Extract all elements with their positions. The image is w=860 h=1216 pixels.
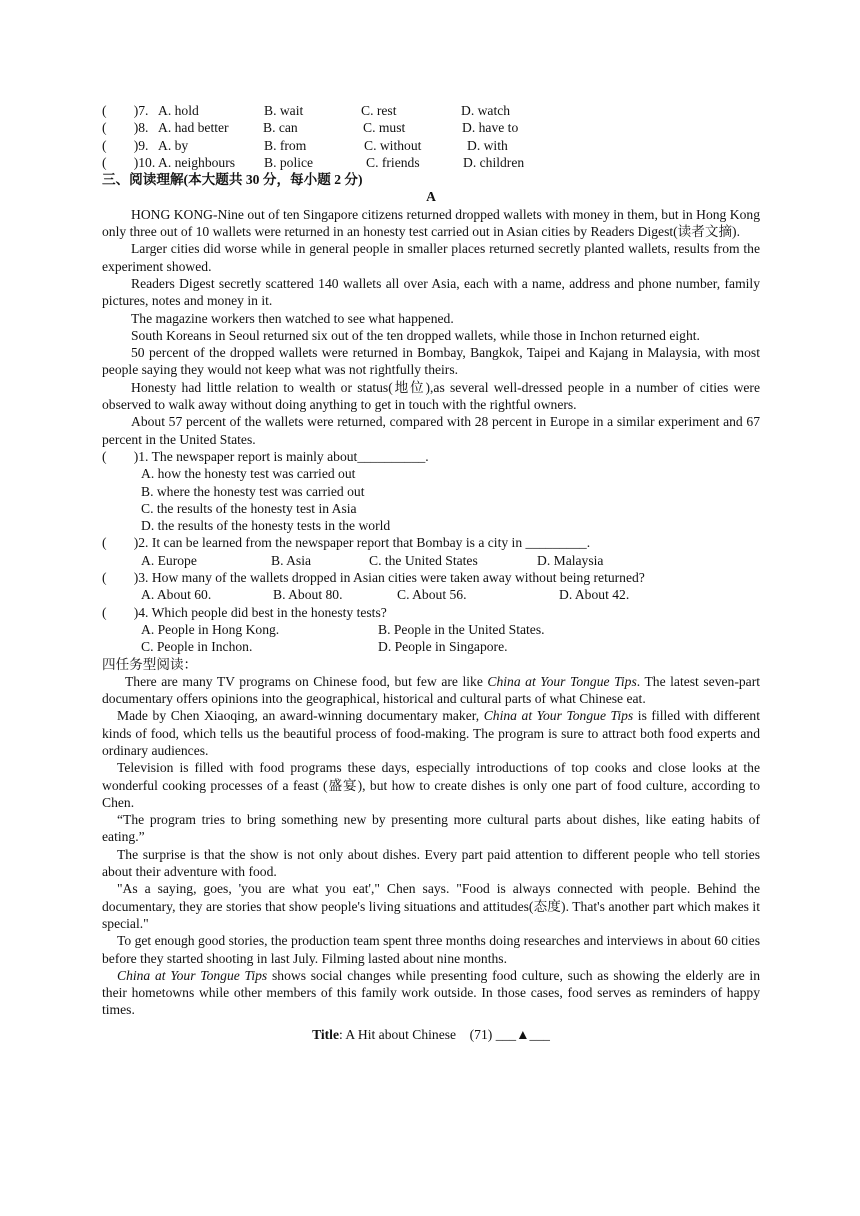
- answer-option: D. People in Singapore.: [378, 639, 508, 655]
- option-a: A. by: [158, 137, 189, 153]
- paragraph: Readers Digest secretly scattered 140 wallets all over Asia, each with a name, address and phone number, family pictures, notes and money in it.: [102, 275, 760, 309]
- paragraph: “The program tries to bring something new by presenting more cultural parts about dishes, like eating habits of eating.”: [102, 812, 760, 845]
- option-d: D. watch: [461, 103, 511, 118]
- option-c: C. must: [363, 120, 406, 136]
- answer-option: B. Asia: [271, 552, 312, 568]
- paragraph: HONG KONG-Nine out of ten Singapore citizens returned dropped wallets with money in them, but in Hong Kong only three out of 10 wallets were returned in an honesty test carried out in Asian cities by Readers Digest(读者文摘).: [102, 206, 760, 240]
- paragraph: 50 percent of the dropped wallets were returned in Bombay, Bangkok, Taipei and Kajang in Malaysia, with most people saying they would not keep what was not rightfully theirs.: [102, 345, 760, 378]
- answer-option: D. Malaysia: [537, 552, 604, 568]
- option-a: A. neighbours: [158, 154, 236, 170]
- paragraph: Television is filled with food programs these days, especially introductions of top cooks and close looks at the wonderful cooking processes of a feast (盛宴), but how to create dishes is only one part of food culture, according to Chen.: [102, 760, 760, 810]
- option-c: C. friends: [366, 154, 420, 170]
- passage-a: [102, 206, 760, 448]
- answer-option: D. the results of the honesty tests in the world: [141, 518, 391, 534]
- option-c: C. rest: [361, 103, 397, 118]
- text-run: . The latest seven-part documentary offers opinions into the geographical, historical and cultural parts of what Chinese eat.: [102, 673, 760, 707]
- title-answer-line: [102, 1026, 760, 1043]
- question-stem: ( )3. How many of the wallets dropped in Asian cities were taken away without being returned?: [102, 570, 645, 586]
- title-text: : A Hit about Chinese (71) ___▲___: [339, 1026, 550, 1042]
- answer-option: C. People in Inchon.: [141, 639, 253, 655]
- question-number: ( )9.: [102, 137, 149, 153]
- cloze-options-block: [102, 102, 760, 171]
- question-number: ( )8.: [102, 120, 149, 136]
- text-run: There are many TV programs on Chinese food, but few are like: [125, 673, 488, 689]
- paragraph: Larger cities did worse while in general people in smaller places returned secretly planted wallets, results from the experiment showed.: [102, 241, 760, 274]
- cloze-option-row: [102, 137, 760, 154]
- answer-options: [102, 552, 760, 569]
- question-4: [102, 604, 760, 656]
- program-title: China at Your Tongue Tips: [483, 708, 634, 724]
- option-b: B. wait: [264, 103, 304, 118]
- option-d: D. children: [463, 154, 525, 170]
- question-3: [102, 569, 760, 604]
- answer-option: B. About 80.: [273, 587, 343, 603]
- answer-option: C. the results of the honesty test in Asia: [141, 500, 357, 516]
- question-number: ( )7.: [102, 103, 149, 118]
- option-b: B. from: [264, 137, 307, 153]
- answer-option: B. People in the United States.: [378, 621, 545, 637]
- paragraph: [102, 707, 760, 759]
- question-2: [102, 534, 760, 569]
- answer-option: A. how the honesty test was carried out: [141, 466, 356, 482]
- section-heading: 三、阅读理解(本大题共 30 分，每小题 2 分): [102, 172, 363, 188]
- option-b: B. can: [263, 120, 298, 136]
- question-number: ( )10.: [102, 154, 156, 170]
- answer-option: D. About 42.: [559, 587, 630, 603]
- cloze-option-row: [102, 119, 760, 136]
- answer-options: [102, 586, 760, 603]
- option-d: D. with: [467, 137, 508, 153]
- option-a: A. had better: [158, 120, 229, 136]
- answer-option: A. Europe: [141, 552, 197, 568]
- question-1: [102, 448, 760, 534]
- section-heading: 四任务型阅读：: [102, 656, 198, 672]
- paragraph: South Koreans in Seoul returned six out of the ten dropped wallets, while those in Inchon returned eight.: [131, 327, 700, 343]
- paragraph: "As a saying, goes, 'you are what you eat'," Chen says. "Food is always connected with people. Behind the documentary, they are stories that show people's living situations and attitudes(态度). That's another part which makes it special.": [102, 881, 760, 931]
- question-stem: ( )4. Which people did best in the honesty tests?: [102, 604, 387, 620]
- paragraph: Honesty had little relation to wealth or status(地位),as several well-dressed people in a number of cities were observed to walk away without doing anything to get in touch with the rightful owners.: [102, 379, 760, 413]
- answer-option: C. the United States: [369, 552, 478, 568]
- option-d: D. have to: [462, 120, 519, 136]
- cloze-option-row: [102, 154, 760, 171]
- passage-label: A: [426, 189, 436, 205]
- answer-options: [102, 638, 760, 655]
- paragraph: [102, 967, 760, 1019]
- exam-page: [102, 102, 760, 1043]
- paragraph: The surprise is that the show is not only about dishes. Every part paid attention to different people who tell stories about their adventure with food.: [102, 846, 760, 880]
- option-c: C. without: [364, 137, 422, 153]
- option-a: A. hold: [158, 103, 199, 118]
- title-label: Title: [312, 1026, 339, 1042]
- passage-b: [102, 673, 760, 1019]
- cloze-option-row: [102, 102, 760, 119]
- paragraph: About 57 percent of the wallets were returned, compared with 28 percent in Europe in a similar experiment and 67 percent in the United States.: [102, 414, 760, 447]
- answer-option: A. About 60.: [141, 587, 212, 603]
- answer-option: A. People in Hong Kong.: [141, 621, 280, 637]
- question-stem: ( )2. It can be learned from the newspaper report that Bombay is a city in _________.: [102, 535, 591, 551]
- option-b: B. police: [264, 154, 314, 170]
- answer-option: C. About 56.: [397, 587, 467, 603]
- paragraph: The magazine workers then watched to see what happened.: [131, 310, 454, 326]
- text-run: shows social changes while presenting food culture, such as showing the elderly are in their hometowns while other members of this family work outside. In those cases, food serves as reminders of happy times.: [102, 967, 760, 1018]
- program-title: China at Your Tongue Tips: [487, 673, 637, 689]
- paragraph: [102, 673, 760, 708]
- answer-options: [102, 621, 760, 638]
- program-title: China at Your Tongue Tips: [117, 967, 268, 983]
- answer-option: B. where the honesty test was carried out: [141, 483, 365, 499]
- text-run: Made by Chen Xiaoqing, an award-winning documentary maker,: [117, 708, 484, 724]
- question-stem: ( )1. The newspaper report is mainly about__________.: [102, 448, 429, 464]
- text-run: is filled with different kinds of food, which tells us the beautiful process of food-making. The program is sure to attract both food experts and ordinary audiences.: [102, 708, 760, 758]
- paragraph: To get enough good stories, the production team spent three months doing researches and interviews in about 60 cities before they started shooting in last July. Filming lasted about nine months.: [102, 933, 760, 966]
